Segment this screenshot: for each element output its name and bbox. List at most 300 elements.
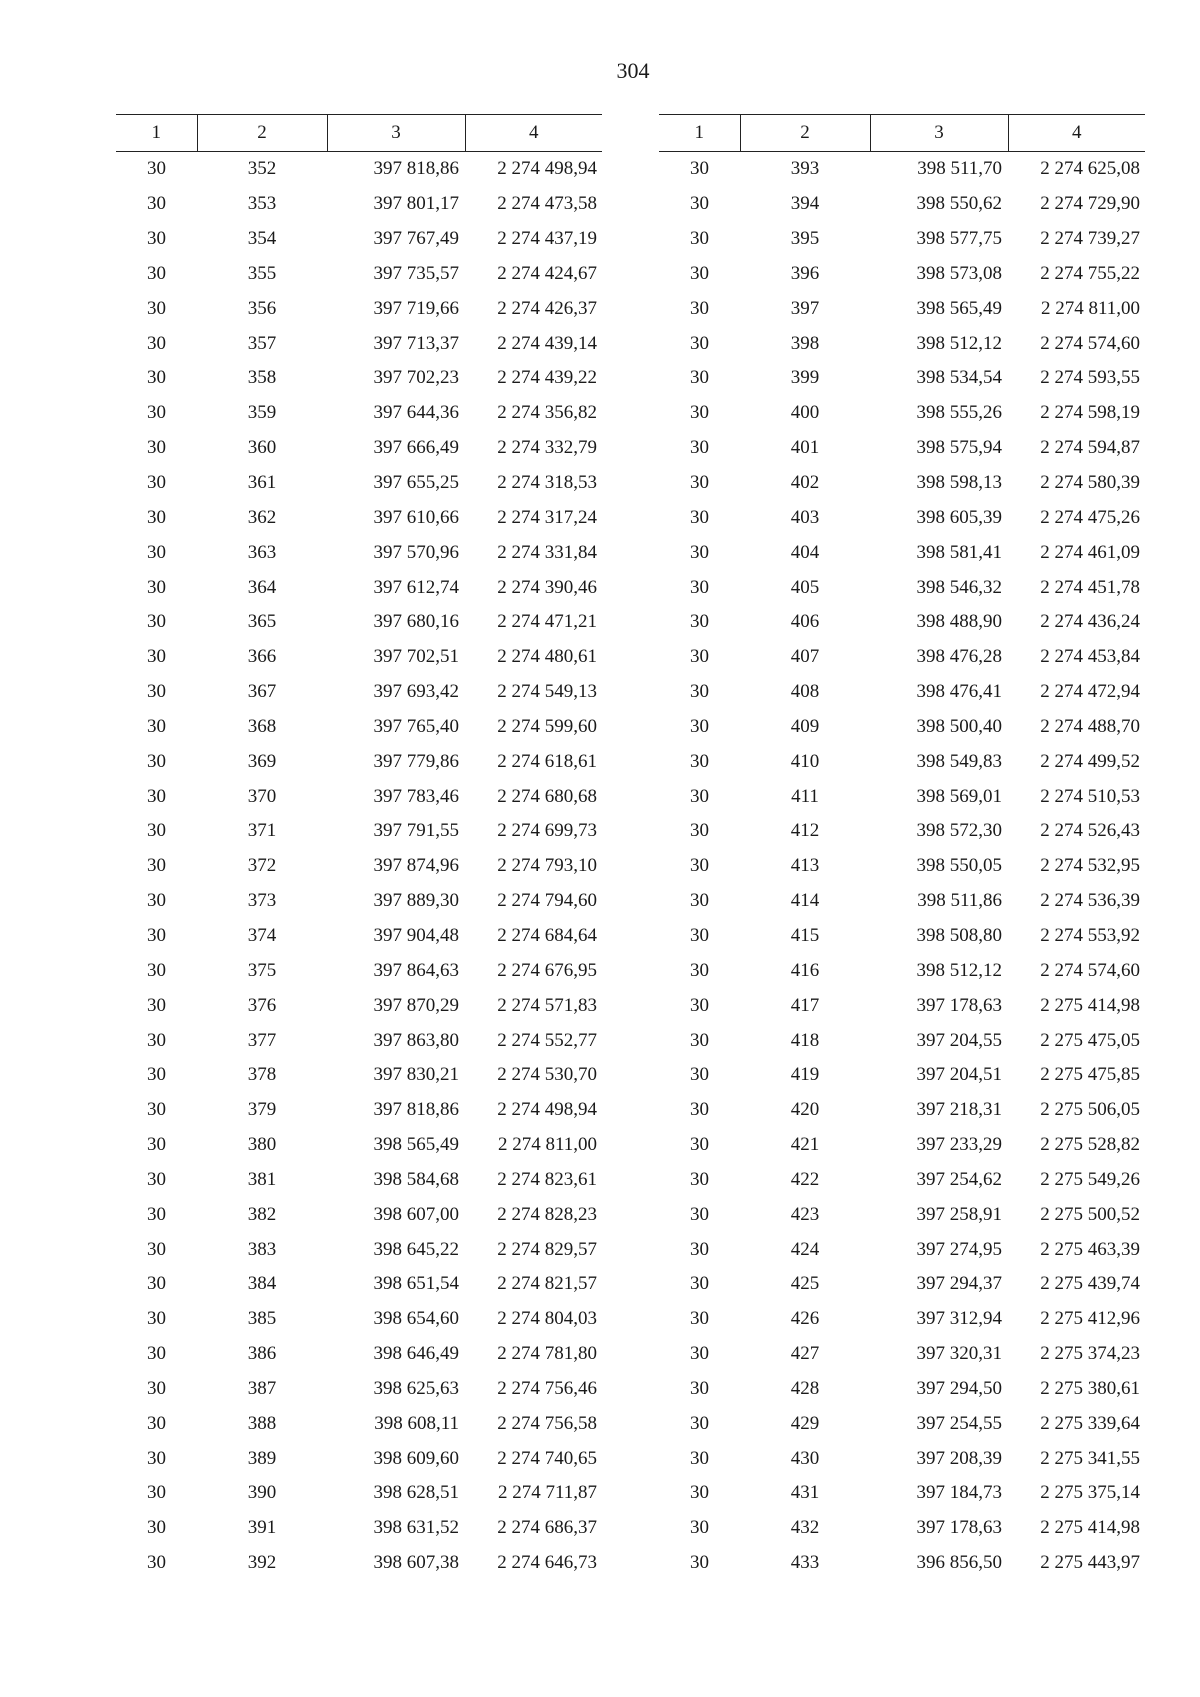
cell-section: 30 — [147, 681, 166, 703]
cell-section: 30 — [690, 1099, 709, 1121]
cell-section: 30 — [147, 437, 166, 459]
cell-section: 30 — [147, 576, 166, 598]
cell-section: 30 — [690, 1482, 709, 1504]
table-row — [659, 1267, 1145, 1302]
cell-point-number: 398 — [790, 332, 820, 354]
cell-x-coordinate: 398 500,40 — [916, 715, 1002, 737]
cell-x-coordinate: 398 573,08 — [916, 262, 1002, 284]
table-row — [659, 640, 1145, 675]
cell-y-coordinate: 2 274 756,46 — [497, 1377, 597, 1399]
cell-y-coordinate: 2 274 436,24 — [1040, 611, 1140, 633]
column-header-1: 1 — [659, 115, 740, 152]
cell-y-coordinate: 2 275 439,74 — [1040, 1273, 1140, 1295]
cell-y-coordinate: 2 274 823,61 — [497, 1168, 597, 1190]
cell-y-coordinate: 2 274 318,53 — [497, 472, 597, 494]
cell-section: 30 — [690, 193, 709, 215]
cell-x-coordinate: 397 874,96 — [373, 855, 459, 877]
cell-point-number: 383 — [247, 1238, 277, 1260]
cell-x-coordinate: 398 628,51 — [373, 1482, 459, 1504]
cell-section: 30 — [147, 506, 166, 528]
table-row — [659, 431, 1145, 466]
cell-section: 30 — [147, 1308, 166, 1330]
table-row — [659, 152, 1145, 187]
cell-point-number: 368 — [247, 715, 277, 737]
cell-section: 30 — [690, 1064, 709, 1086]
cell-section: 30 — [147, 297, 166, 319]
cell-section: 30 — [147, 646, 166, 668]
cell-point-number: 409 — [790, 715, 820, 737]
cell-point-number: 405 — [790, 576, 820, 598]
cell-point-number: 384 — [247, 1273, 277, 1295]
cell-y-coordinate: 2 274 498,94 — [497, 158, 597, 180]
table-row — [659, 675, 1145, 710]
cell-point-number: 382 — [247, 1203, 277, 1225]
cell-point-number: 354 — [247, 228, 277, 250]
cell-section: 30 — [147, 472, 166, 494]
cell-x-coordinate: 398 512,12 — [916, 959, 1002, 981]
cell-point-number: 410 — [790, 750, 820, 772]
cell-point-number: 394 — [790, 193, 820, 215]
cell-x-coordinate: 397 779,86 — [373, 750, 459, 772]
cell-y-coordinate: 2 275 374,23 — [1040, 1343, 1140, 1365]
cell-x-coordinate: 397 864,63 — [373, 959, 459, 981]
table-row — [659, 1232, 1145, 1267]
table-row — [116, 953, 602, 988]
table-row — [659, 1546, 1145, 1581]
table-header-row — [116, 115, 602, 152]
cell-x-coordinate: 397 870,29 — [373, 994, 459, 1016]
cell-point-number: 400 — [790, 402, 820, 424]
cell-point-number: 430 — [790, 1447, 820, 1469]
cell-x-coordinate: 397 218,31 — [916, 1099, 1002, 1121]
table-row — [116, 1023, 602, 1058]
cell-y-coordinate: 2 274 480,61 — [497, 646, 597, 668]
cell-y-coordinate: 2 275 414,98 — [1040, 1517, 1140, 1539]
cell-y-coordinate: 2 274 625,08 — [1040, 158, 1140, 180]
cell-point-number: 378 — [247, 1064, 277, 1086]
cell-y-coordinate: 2 275 339,64 — [1040, 1412, 1140, 1434]
cell-section: 30 — [147, 1168, 166, 1190]
cell-point-number: 421 — [790, 1134, 820, 1156]
cell-section: 30 — [147, 262, 166, 284]
cell-section: 30 — [690, 541, 709, 563]
cell-x-coordinate: 397 863,80 — [373, 1029, 459, 1051]
table-row — [659, 1511, 1145, 1546]
cell-x-coordinate: 398 511,70 — [917, 158, 1002, 180]
cell-y-coordinate: 2 274 553,92 — [1040, 924, 1140, 946]
cell-section: 30 — [690, 1343, 709, 1365]
table-row — [659, 1058, 1145, 1093]
table-row — [659, 466, 1145, 501]
cell-point-number: 356 — [247, 297, 277, 319]
table-row — [659, 1372, 1145, 1407]
column-header-4: 4 — [1008, 115, 1145, 152]
cell-point-number: 418 — [790, 1029, 820, 1051]
cell-x-coordinate: 397 655,25 — [373, 472, 459, 494]
table-row — [659, 919, 1145, 954]
cell-section: 30 — [690, 750, 709, 772]
cell-x-coordinate: 397 818,86 — [373, 1099, 459, 1121]
cell-y-coordinate: 2 275 341,55 — [1040, 1447, 1140, 1469]
table-row — [659, 849, 1145, 884]
table-row — [116, 152, 602, 187]
cell-x-coordinate: 398 511,86 — [917, 890, 1002, 912]
cell-x-coordinate: 397 320,31 — [916, 1343, 1002, 1365]
cell-y-coordinate: 2 274 331,84 — [497, 541, 597, 563]
cell-y-coordinate: 2 274 424,67 — [497, 262, 597, 284]
cell-x-coordinate: 397 801,17 — [373, 193, 459, 215]
cell-section: 30 — [690, 228, 709, 250]
cell-y-coordinate: 2 274 571,83 — [497, 994, 597, 1016]
cell-section: 30 — [690, 1517, 709, 1539]
cell-y-coordinate: 2 274 580,39 — [1040, 472, 1140, 494]
cell-y-coordinate: 2 274 829,57 — [497, 1238, 597, 1260]
cell-section: 30 — [147, 1134, 166, 1156]
table-row — [659, 326, 1145, 361]
cell-x-coordinate: 397 889,30 — [373, 890, 459, 912]
table-row — [659, 814, 1145, 849]
table-row — [659, 884, 1145, 919]
cell-point-number: 422 — [790, 1168, 820, 1190]
cell-point-number: 365 — [247, 611, 277, 633]
cell-section: 30 — [147, 1482, 166, 1504]
cell-section: 30 — [690, 1308, 709, 1330]
cell-point-number: 425 — [790, 1273, 820, 1295]
table-row — [116, 1372, 602, 1407]
cell-section: 30 — [690, 890, 709, 912]
cell-point-number: 361 — [247, 472, 277, 494]
cell-y-coordinate: 2 275 506,05 — [1040, 1099, 1140, 1121]
cell-section: 30 — [147, 193, 166, 215]
cell-point-number: 360 — [247, 437, 277, 459]
table-row — [116, 1302, 602, 1337]
cell-y-coordinate: 2 274 488,70 — [1040, 715, 1140, 737]
cell-section: 30 — [690, 1273, 709, 1295]
cell-point-number: 374 — [247, 924, 277, 946]
cell-x-coordinate: 397 735,57 — [373, 262, 459, 284]
table-row — [659, 605, 1145, 640]
cell-x-coordinate: 398 577,75 — [916, 228, 1002, 250]
cell-section: 30 — [690, 1238, 709, 1260]
cell-section: 30 — [147, 611, 166, 633]
cell-point-number: 366 — [247, 646, 277, 668]
table-row — [116, 291, 602, 326]
cell-x-coordinate: 398 631,52 — [373, 1517, 459, 1539]
cell-point-number: 396 — [790, 262, 820, 284]
cell-section: 30 — [147, 715, 166, 737]
cell-point-number: 414 — [790, 890, 820, 912]
cell-section: 30 — [147, 1552, 166, 1574]
cell-point-number: 364 — [247, 576, 277, 598]
cell-section: 30 — [147, 541, 166, 563]
table-row — [659, 396, 1145, 431]
cell-point-number: 397 — [790, 297, 820, 319]
cell-point-number: 404 — [790, 541, 820, 563]
cell-point-number: 415 — [790, 924, 820, 946]
column-header-2: 2 — [740, 115, 870, 152]
table-row — [116, 884, 602, 919]
cell-y-coordinate: 2 274 711,87 — [497, 1482, 597, 1504]
cell-x-coordinate: 398 476,41 — [916, 681, 1002, 703]
cell-x-coordinate: 397 312,94 — [916, 1308, 1002, 1330]
table-row — [116, 1267, 602, 1302]
cell-section: 30 — [690, 1029, 709, 1051]
cell-y-coordinate: 2 274 599,60 — [497, 715, 597, 737]
table-header-row — [659, 115, 1145, 152]
cell-point-number: 355 — [247, 262, 277, 284]
table-row — [659, 953, 1145, 988]
cell-y-coordinate: 2 274 532,95 — [1040, 855, 1140, 877]
table-row — [659, 500, 1145, 535]
cell-x-coordinate: 397 702,51 — [373, 646, 459, 668]
cell-y-coordinate: 2 274 794,60 — [497, 890, 597, 912]
table-row — [116, 1441, 602, 1476]
cell-y-coordinate: 2 274 499,52 — [1040, 750, 1140, 772]
cell-point-number: 371 — [247, 820, 277, 842]
cell-section: 30 — [690, 576, 709, 598]
cell-y-coordinate: 2 275 375,14 — [1040, 1482, 1140, 1504]
cell-point-number: 393 — [790, 158, 820, 180]
table-row — [659, 361, 1145, 396]
cell-point-number: 420 — [790, 1099, 820, 1121]
cell-section: 30 — [690, 820, 709, 842]
table-row — [659, 988, 1145, 1023]
cell-y-coordinate: 2 274 739,27 — [1040, 228, 1140, 250]
cell-y-coordinate: 2 274 498,94 — [497, 1099, 597, 1121]
cell-x-coordinate: 398 569,01 — [916, 785, 1002, 807]
table-row — [116, 1128, 602, 1163]
cell-x-coordinate: 397 693,42 — [373, 681, 459, 703]
cell-point-number: 373 — [247, 890, 277, 912]
table-row — [116, 466, 602, 501]
table-row — [116, 1232, 602, 1267]
table-row — [659, 257, 1145, 292]
cell-point-number: 353 — [247, 193, 277, 215]
cell-x-coordinate: 397 791,55 — [373, 820, 459, 842]
cell-section: 30 — [690, 611, 709, 633]
cell-point-number: 379 — [247, 1099, 277, 1121]
cell-x-coordinate: 397 713,37 — [373, 332, 459, 354]
cell-y-coordinate: 2 274 536,39 — [1040, 890, 1140, 912]
cell-section: 30 — [690, 332, 709, 354]
table-row — [116, 1162, 602, 1197]
table-row — [659, 1023, 1145, 1058]
cell-x-coordinate: 397 254,55 — [916, 1412, 1002, 1434]
cell-y-coordinate: 2 274 439,14 — [497, 332, 597, 354]
table-row — [116, 396, 602, 431]
cell-section: 30 — [147, 924, 166, 946]
cell-section: 30 — [690, 785, 709, 807]
cell-point-number: 426 — [790, 1308, 820, 1330]
table-row — [659, 1093, 1145, 1128]
table-row — [659, 744, 1145, 779]
cell-x-coordinate: 397 178,63 — [916, 1517, 1002, 1539]
cell-section: 30 — [690, 367, 709, 389]
table-row — [116, 326, 602, 361]
cell-y-coordinate: 2 274 699,73 — [497, 820, 597, 842]
cell-x-coordinate: 397 294,50 — [916, 1377, 1002, 1399]
cell-y-coordinate: 2 275 463,39 — [1040, 1238, 1140, 1260]
cell-y-coordinate: 2 274 811,00 — [497, 1134, 597, 1156]
cell-point-number: 406 — [790, 611, 820, 633]
cell-x-coordinate: 397 783,46 — [373, 785, 459, 807]
cell-point-number: 362 — [247, 506, 277, 528]
table-row — [116, 570, 602, 605]
cell-x-coordinate: 398 608,11 — [374, 1412, 459, 1434]
cell-x-coordinate: 398 581,41 — [916, 541, 1002, 563]
table-row — [116, 1337, 602, 1372]
cell-y-coordinate: 2 275 475,85 — [1040, 1064, 1140, 1086]
table-row — [659, 710, 1145, 745]
cell-point-number: 395 — [790, 228, 820, 250]
cell-x-coordinate: 397 184,73 — [916, 1482, 1002, 1504]
cell-point-number: 370 — [247, 785, 277, 807]
cell-point-number: 408 — [790, 681, 820, 703]
cell-x-coordinate: 398 598,13 — [916, 472, 1002, 494]
cell-section: 30 — [690, 158, 709, 180]
cell-y-coordinate: 2 274 461,09 — [1040, 541, 1140, 563]
cell-y-coordinate: 2 275 549,26 — [1040, 1168, 1140, 1190]
cell-section: 30 — [690, 715, 709, 737]
cell-y-coordinate: 2 275 412,96 — [1040, 1308, 1140, 1330]
cell-point-number: 411 — [791, 785, 819, 807]
cell-y-coordinate: 2 274 574,60 — [1040, 959, 1140, 981]
cell-y-coordinate: 2 274 471,21 — [497, 611, 597, 633]
cell-x-coordinate: 398 651,54 — [373, 1273, 459, 1295]
cell-y-coordinate: 2 274 317,24 — [497, 506, 597, 528]
cell-y-coordinate: 2 274 755,22 — [1040, 262, 1140, 284]
cell-x-coordinate: 398 605,39 — [916, 506, 1002, 528]
table-row — [659, 779, 1145, 814]
cell-section: 30 — [690, 1168, 709, 1190]
cell-x-coordinate: 397 666,49 — [373, 437, 459, 459]
table-row — [116, 1546, 602, 1581]
table-row — [659, 1128, 1145, 1163]
cell-section: 30 — [690, 297, 709, 319]
table-row — [116, 361, 602, 396]
cell-section: 30 — [690, 506, 709, 528]
cell-point-number: 432 — [790, 1517, 820, 1539]
cell-point-number: 412 — [790, 820, 820, 842]
column-header-1: 1 — [116, 115, 197, 152]
cell-y-coordinate: 2 274 472,94 — [1040, 681, 1140, 703]
cell-point-number: 399 — [790, 367, 820, 389]
table-row — [116, 640, 602, 675]
cell-point-number: 416 — [790, 959, 820, 981]
cell-x-coordinate: 398 534,54 — [916, 367, 1002, 389]
table-row — [116, 1093, 602, 1128]
cell-y-coordinate: 2 274 756,58 — [497, 1412, 597, 1434]
cell-section: 30 — [147, 820, 166, 842]
cell-section: 30 — [147, 1064, 166, 1086]
cell-point-number: 389 — [247, 1447, 277, 1469]
table-row — [659, 1406, 1145, 1441]
cell-x-coordinate: 397 612,74 — [373, 576, 459, 598]
cell-x-coordinate: 397 767,49 — [373, 228, 459, 250]
cell-y-coordinate: 2 275 528,82 — [1040, 1134, 1140, 1156]
cell-y-coordinate: 2 274 781,80 — [497, 1343, 597, 1365]
cell-point-number: 380 — [247, 1134, 277, 1156]
cell-point-number: 376 — [247, 994, 277, 1016]
table-row — [116, 1197, 602, 1232]
cell-x-coordinate: 398 654,60 — [373, 1308, 459, 1330]
cell-y-coordinate: 2 274 811,00 — [1040, 297, 1140, 319]
cell-y-coordinate: 2 274 426,37 — [497, 297, 597, 319]
cell-y-coordinate: 2 274 439,22 — [497, 367, 597, 389]
cell-x-coordinate: 397 258,91 — [916, 1203, 1002, 1225]
cell-y-coordinate: 2 274 593,55 — [1040, 367, 1140, 389]
cell-x-coordinate: 398 565,49 — [373, 1134, 459, 1156]
table-row — [659, 570, 1145, 605]
cell-section: 30 — [690, 924, 709, 946]
table-row — [659, 222, 1145, 257]
cell-section: 30 — [147, 1447, 166, 1469]
cell-x-coordinate: 397 204,51 — [916, 1064, 1002, 1086]
cell-point-number: 407 — [790, 646, 820, 668]
table-row — [116, 187, 602, 222]
cell-y-coordinate: 2 275 475,05 — [1040, 1029, 1140, 1051]
cell-y-coordinate: 2 274 594,87 — [1040, 437, 1140, 459]
cell-y-coordinate: 2 274 356,82 — [497, 402, 597, 424]
cell-y-coordinate: 2 274 618,61 — [497, 750, 597, 772]
cell-x-coordinate: 397 178,63 — [916, 994, 1002, 1016]
cell-section: 30 — [690, 959, 709, 981]
cell-section: 30 — [690, 437, 709, 459]
cell-section: 30 — [147, 332, 166, 354]
cell-section: 30 — [147, 1343, 166, 1365]
table-row — [116, 744, 602, 779]
column-header-3: 3 — [327, 115, 465, 152]
table-row — [116, 849, 602, 884]
cell-section: 30 — [147, 785, 166, 807]
cell-x-coordinate: 397 274,95 — [916, 1238, 1002, 1260]
table-row — [116, 919, 602, 954]
cell-section: 30 — [690, 1203, 709, 1225]
cell-x-coordinate: 397 570,96 — [373, 541, 459, 563]
cell-point-number: 423 — [790, 1203, 820, 1225]
cell-section: 30 — [147, 1029, 166, 1051]
coordinates-table-left — [116, 114, 602, 1581]
table-row — [116, 675, 602, 710]
table-row — [116, 222, 602, 257]
cell-point-number: 372 — [247, 855, 277, 877]
cell-y-coordinate: 2 274 804,03 — [497, 1308, 597, 1330]
cell-point-number: 385 — [247, 1308, 277, 1330]
cell-point-number: 428 — [790, 1377, 820, 1399]
cell-section: 30 — [690, 402, 709, 424]
cell-x-coordinate: 397 644,36 — [373, 402, 459, 424]
cell-point-number: 381 — [247, 1168, 277, 1190]
cell-x-coordinate: 397 294,37 — [916, 1273, 1002, 1295]
cell-point-number: 419 — [790, 1064, 820, 1086]
table-row — [116, 1476, 602, 1511]
cell-section: 30 — [147, 1273, 166, 1295]
cell-y-coordinate: 2 274 646,73 — [497, 1552, 597, 1574]
cell-x-coordinate: 398 550,05 — [916, 855, 1002, 877]
cell-section: 30 — [147, 994, 166, 1016]
table-row — [659, 1337, 1145, 1372]
cell-section: 30 — [690, 1377, 709, 1399]
cell-point-number: 429 — [790, 1412, 820, 1434]
table-body — [116, 152, 602, 1581]
cell-section: 30 — [147, 158, 166, 180]
cell-y-coordinate: 2 274 676,95 — [497, 959, 597, 981]
table-row — [659, 1162, 1145, 1197]
cell-section: 30 — [147, 1099, 166, 1121]
cell-y-coordinate: 2 274 828,23 — [497, 1203, 597, 1225]
table-row — [116, 1406, 602, 1441]
table-row — [659, 187, 1145, 222]
